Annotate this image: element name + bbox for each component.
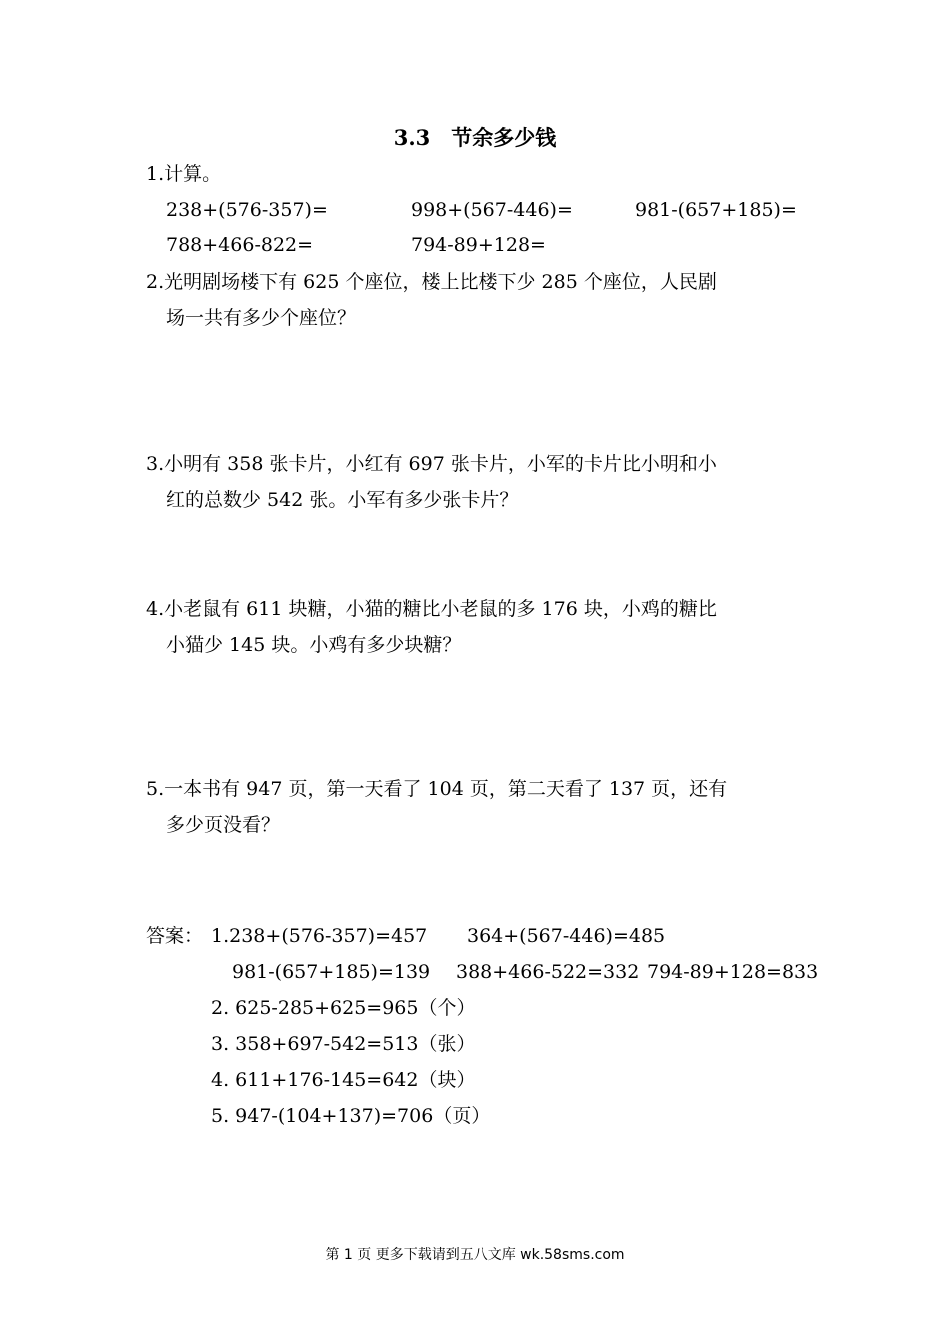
- answer-1-expr-4: 388+466-522=332: [456, 961, 640, 983]
- q4-line-1: 4.小老鼠有 611 块糖，小猫的糖比小老鼠的多 176 块，小鸡的糖比: [146, 598, 717, 620]
- q1-expr-1: 238+(576-357)=: [166, 199, 328, 221]
- answer-3: 3. 358+697-542=513（张）: [211, 1033, 476, 1055]
- answer-1-expr-3: 981-(657+185)=139: [232, 961, 431, 983]
- answer-4: 4. 611+176-145=642（块）: [211, 1069, 476, 1091]
- answer-1-expr-2: 364+(567-446)=485: [467, 925, 666, 947]
- q5-line-2: 多少页没看？: [166, 814, 281, 836]
- q1-expr-3: 981-(657+185)=: [635, 199, 797, 221]
- q4-line-2: 小猫少 145 块。小鸡有多少块糖？: [166, 634, 462, 656]
- q3-line-1: 3.小明有 358 张卡片，小红有 697 张卡片，小军的卡片比小明和小: [146, 453, 717, 475]
- q1-expr-5: 794-89+128=: [411, 234, 546, 256]
- q1-label: 1.计算。: [146, 163, 222, 185]
- page-title: 3.3 节余多少钱: [393, 125, 557, 150]
- q2-line-2: 场一共有多少个座位？: [166, 307, 357, 329]
- answer-5: 5. 947-(104+137)=706（页）: [211, 1105, 491, 1127]
- q2-line-1: 2.光明剧场楼下有 625 个座位，楼上比楼下少 285 个座位，人民剧: [146, 271, 717, 293]
- answer-1-expr-5: 794-89+128=833: [647, 961, 819, 983]
- page-footer: 第 1 页 更多下载请到五八文库 wk.58sms.com: [325, 1247, 625, 1263]
- q1-expr-4: 788+466-822=: [166, 234, 314, 256]
- q5-line-1: 5.一本书有 947 页，第一天看了 104 页，第二天看了 137 页，还有: [146, 778, 728, 800]
- answers-label: 答案：: [146, 925, 204, 947]
- answer-2: 2. 625-285+625=965（个）: [211, 997, 476, 1019]
- answer-1-expr-1: 1.238+(576-357)=457: [211, 925, 428, 947]
- q3-line-2: 红的总数少 542 张。小军有多少张卡片？: [166, 489, 519, 511]
- q1-expr-2: 998+(567-446)=: [411, 199, 573, 221]
